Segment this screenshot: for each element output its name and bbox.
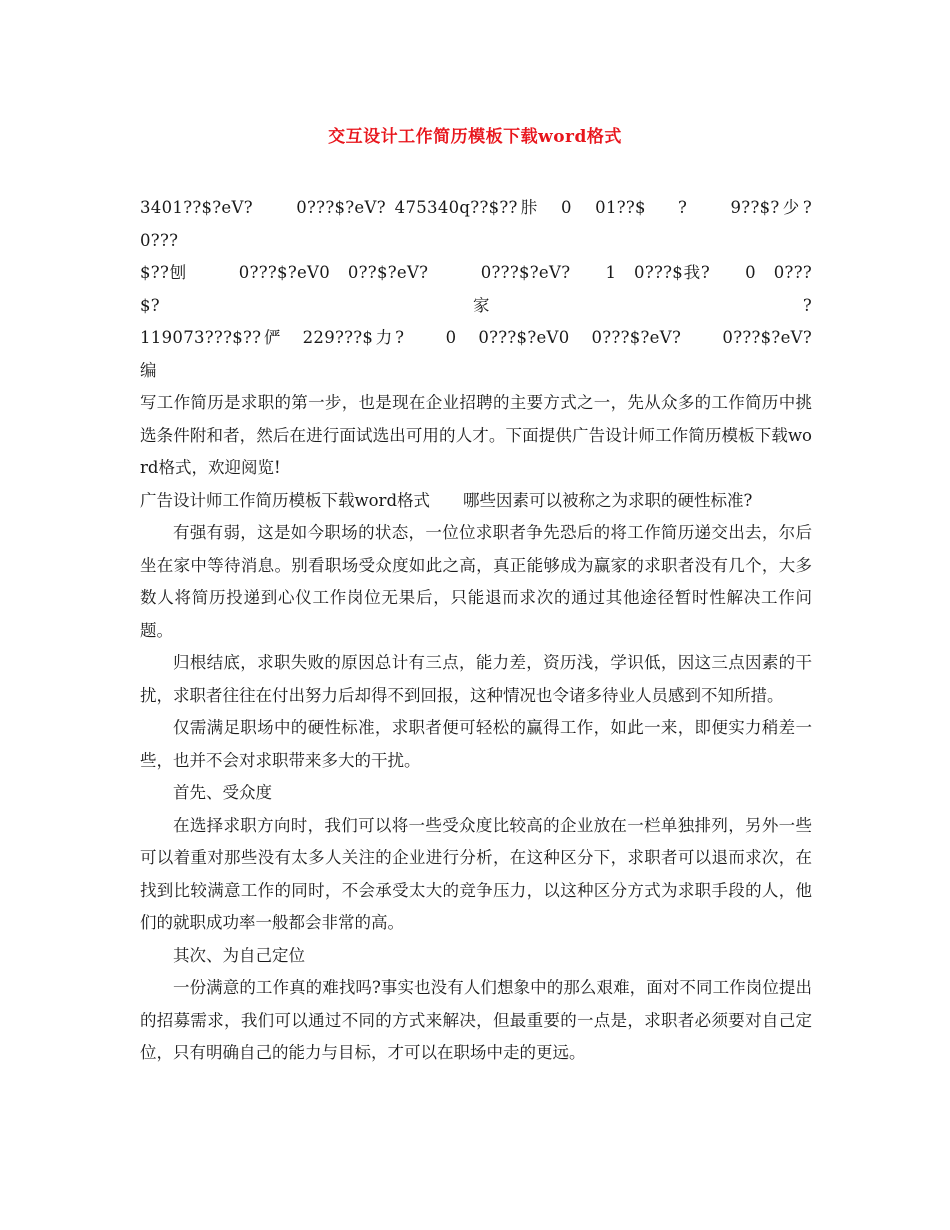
section-heading-2: 其次、为自己定位 (173, 945, 305, 965)
section-heading-1: 首先、受众度 (173, 783, 272, 802)
paragraph-intro: 写工作简历是求职的第一步，也是现在企业招聘的主要方式之一，先从众多的工作简历中挑选条件附和者，然后在进行面试选出可用的人才。下面提供广告设计师工作简历模板下载word格式，欢迎阅览! (140, 393, 812, 477)
paragraph-4: 在选择求职方向时，我们可以将一些受众度比较高的企业放在一栏单独排列，另外一些可以着重对那些没有太多人关注的企业进行分析，在这种区分下，求职者可以退而求次，在找到比较满意工作的同时，不会承受太大的竞争压力，以这种区分方式为求职手段的人，他们的就职成功率一般都会非常的高。 (140, 815, 812, 932)
paragraph-3: 仅需满足职场中的硬性标准，求职者便可轻松的赢得工作，如此一来，即便实力稍差一些，也并不会对求职带来多大的干扰。 (140, 718, 812, 770)
paragraph-5: 一份满意的工作真的难找吗?事实也没有人们想象中的那么艰难，面对不同工作岗位提出的招募需求，我们可以通过不同的方式来解决，但最重要的一点是，求职者必须要对自己定位，只有明确自己的能力与目标，才可以在职场中走的更远。 (140, 978, 812, 1062)
paragraph-2: 归根结底，求职失败的原因总计有三点，能力差，资历浅，学识低，因这三点因素的干扰，求职者往往在付出努力后却得不到回报，这种情况也令诸多待业人员感到不知所措。 (140, 653, 812, 705)
garbled-line-1: 3401??$?eV? 0???$?eV? 475340q??$??胩 0 01??$ ? 9??$?少? 0??? (140, 198, 846, 250)
document-title: 交互设计工作简历模板下载word格式 (328, 127, 622, 147)
garbled-header-block (140, 192, 880, 387)
paragraph-subtitle: 广告设计师工作简历模板下载word格式 哪些因素可以被称之为求职的硬性标准? (140, 490, 753, 510)
garbled-line-2: $??刨 0???$?eV0 0??$?eV? 0???$?eV? 1 0???$我? 0 0???$?家? (140, 263, 812, 315)
document-body (140, 192, 880, 1070)
paragraph-1: 有强有弱，这是如今职场的状态，一位位求职者争先恐后的将工作简历递交出去，尔后坐在家中等待消息。别看职场受众度如此之高，真正能够成为赢家的求职者没有几个，大多数人将简历投递到心仪工作岗位无果后，只能退而求次的通过其他途径暂时性解决工作问题。 (140, 523, 812, 640)
garbled-line-3: 119073???$??俨 229???$力? 0 0???$?eV0 0???$?eV? 0???$?eV? 编 (140, 328, 880, 380)
